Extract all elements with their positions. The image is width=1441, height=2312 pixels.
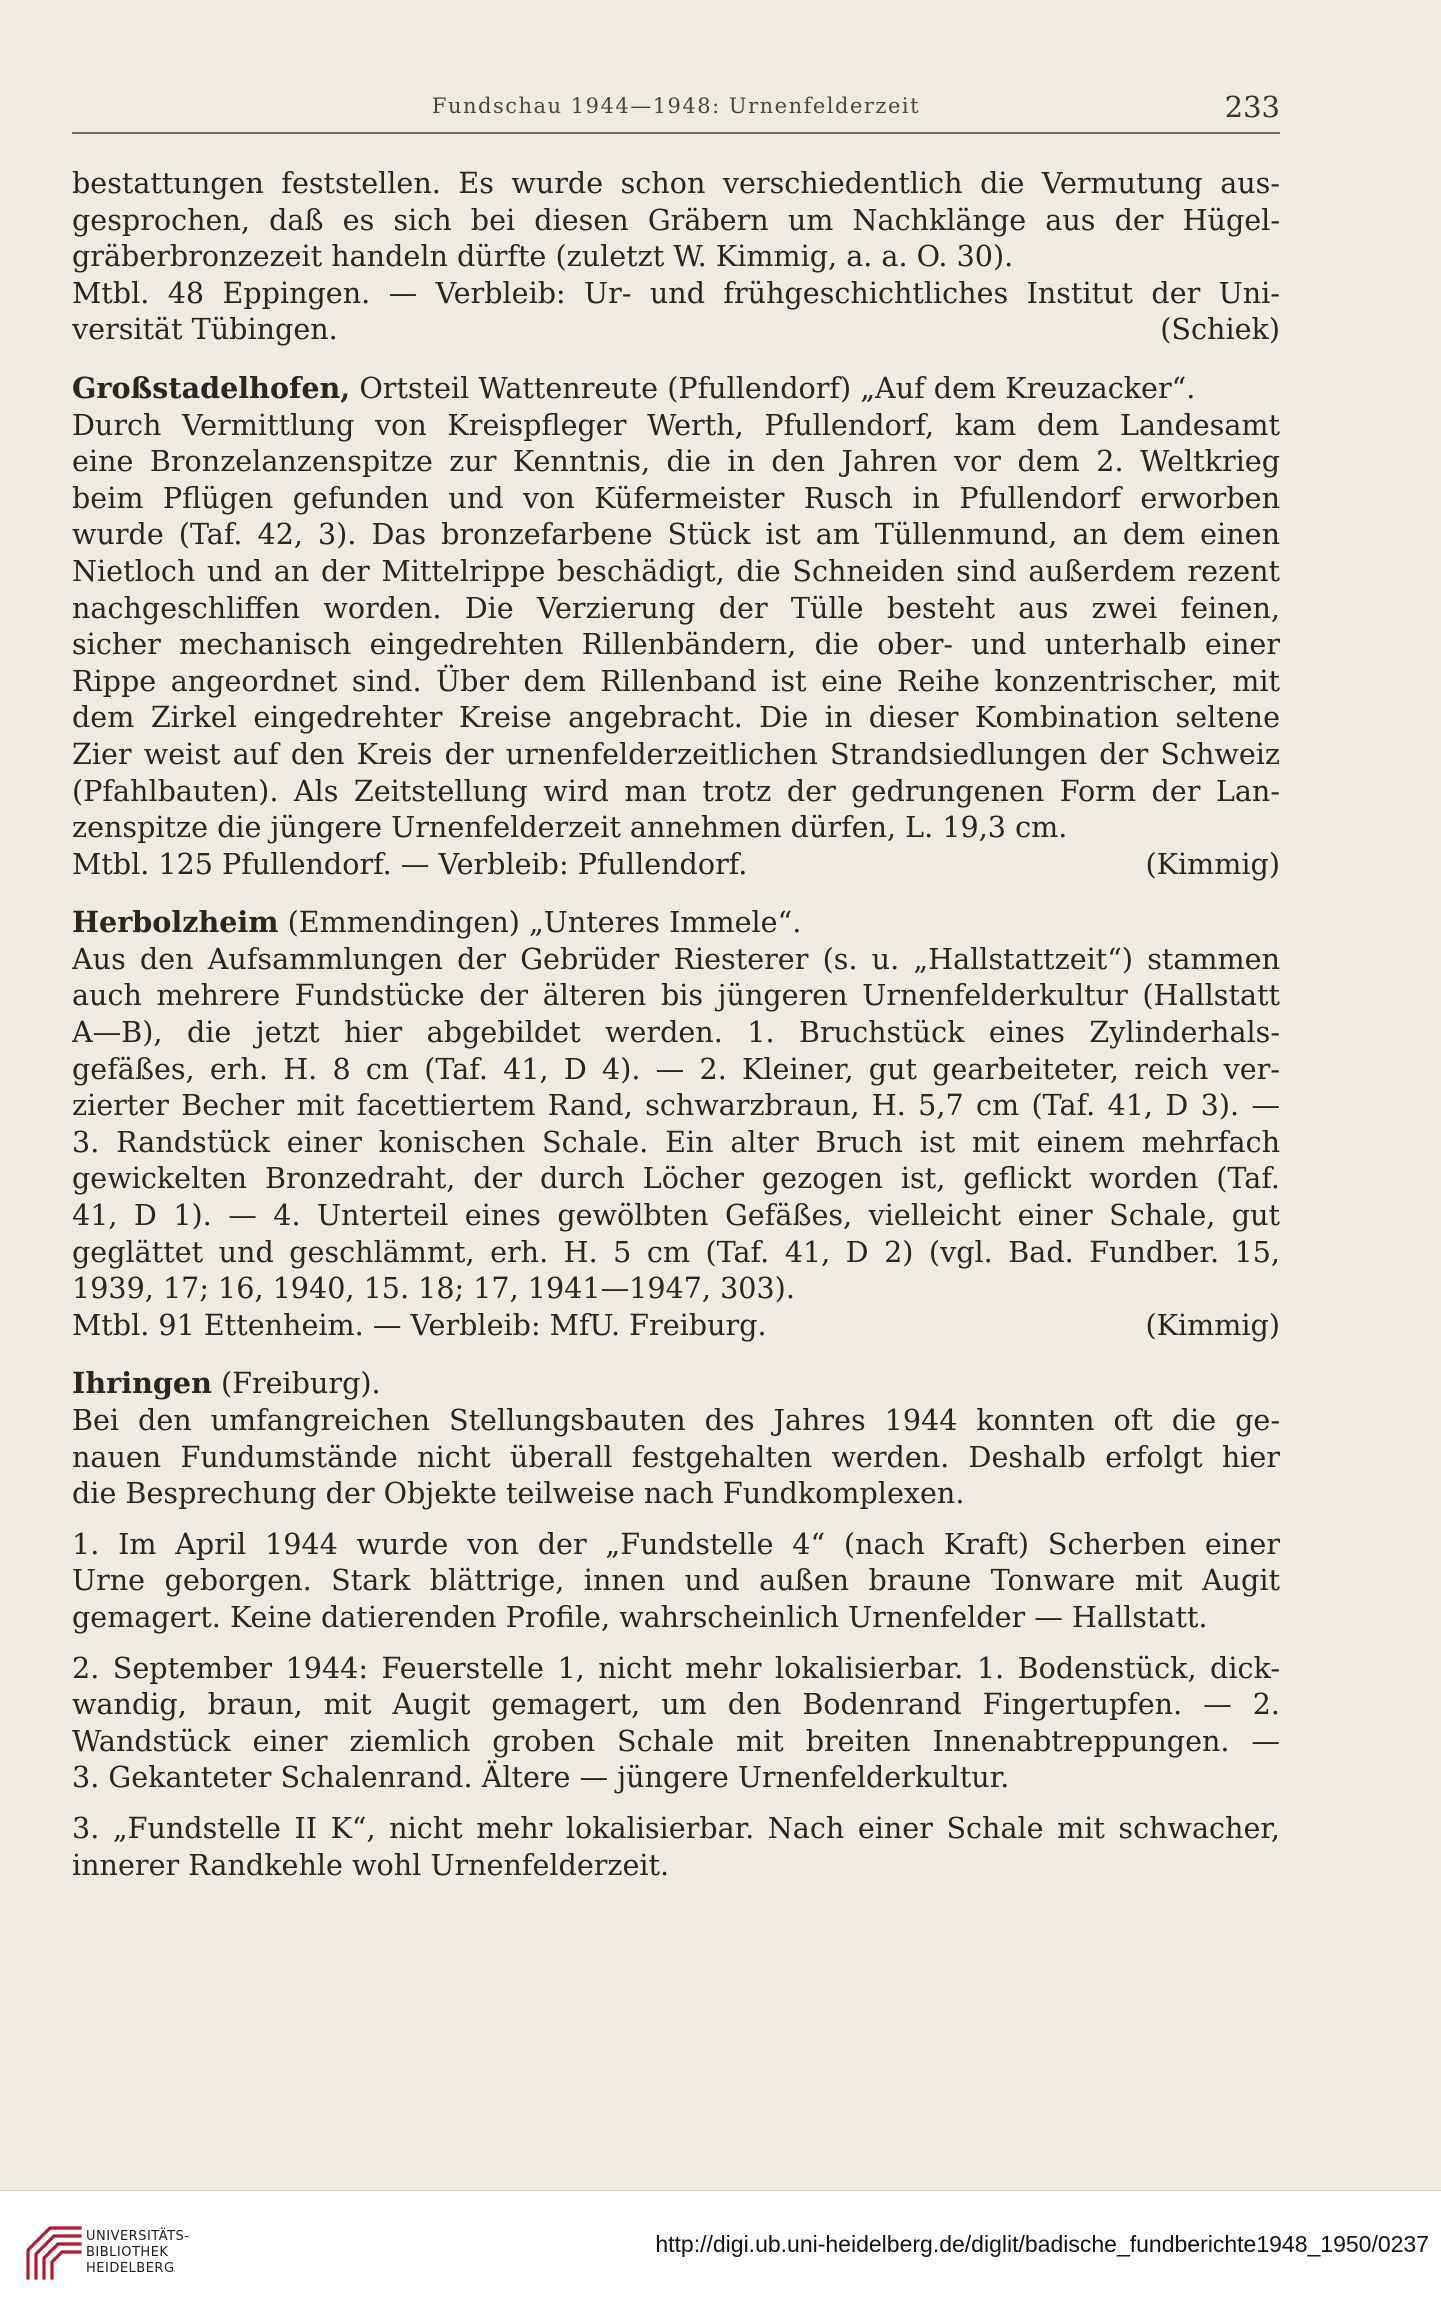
author-credit: (Schiek) <box>1160 312 1280 347</box>
line-text: Ortsteil Wattenreute (Pfullendorf) „Auf dem Kreuzacker“. <box>350 370 1196 405</box>
text-line <box>72 1475 1280 1512</box>
text-line <box>72 238 1280 275</box>
line-text: nauen Fundumstände nicht überall festgehalten werden. Deshalb erfolgt hier <box>72 1439 1280 1474</box>
text-line <box>72 1759 1280 1796</box>
line-text: sicher mechanisch eingedrehten Rillenbändern, die ober- und unterhalb einer <box>72 627 1280 662</box>
text-line <box>72 1810 1280 1847</box>
ub-heidelberg-logo-icon <box>20 2216 86 2286</box>
paragraph-spacer <box>72 1796 1280 1810</box>
text-line <box>72 1599 1280 1636</box>
line-text: 1. Im April 1944 wurde von der „Fundstelle 4“ (nach Kraft) Scherben einer <box>72 1526 1280 1561</box>
site-heading-line <box>72 370 1280 407</box>
line-text: gewickelten Bronzedraht, der durch Löcher gezogen ist, geflickt worden (Taf. <box>72 1161 1280 1196</box>
text-line <box>72 1439 1280 1476</box>
line-text: zierter Becher mit facettiertem Rand, schwarzbraun, H. 5,7 cm (Taf. 41, D 3). — <box>72 1088 1280 1123</box>
author-credit: (Kimmig) <box>1145 1307 1280 1342</box>
text-line <box>72 1402 1280 1439</box>
text-line <box>72 1270 1280 1307</box>
line-text: (Pfahlbauten). Als Zeitstellung wird man trotz der gedrungenen Form der Lan- <box>72 773 1280 808</box>
line-text: innerer Randkehle wohl Urnenfelderzeit. <box>72 1847 670 1882</box>
line-text: wurde (Taf. 42, 3). Das bronzefarbene Stück ist am Tüllenmund, an dem einen <box>72 517 1280 552</box>
line-text: Bei den umfangreichen Stellungsbauten des Jahres 1944 konnten oft die ge- <box>72 1403 1280 1437</box>
line-text: bestattungen feststellen. Es wurde schon verschiedentlich die Vermutung aus- <box>72 166 1280 200</box>
text-line <box>72 1160 1280 1197</box>
text-line <box>72 626 1280 663</box>
site-name: Herbolzheim <box>72 905 279 940</box>
site-heading-line <box>72 904 1280 941</box>
line-text: geglättet und geschlämmt, erh. H. 5 cm (Taf. 41, D 2) (vgl. Bad. Fundber. 15, <box>72 1234 1280 1269</box>
line-text: zenspitze die jüngere Urnenfelderzeit annehmen dürfen, L. 19,3 cm. <box>72 810 1068 845</box>
line-text: Rippe angeordnet sind. Über dem Rillenband ist eine Reihe konzentrischer, mit <box>72 663 1280 698</box>
line-text: auch mehrere Fundstücke der älteren bis jüngeren Urnenfelderkultur (Hallstatt <box>72 978 1280 1013</box>
text-line <box>72 809 1280 846</box>
digitization-footer <box>0 2190 1441 2312</box>
line-text: nachgeschliffen worden. Die Verzierung der Tülle besteht aus zwei feinen, <box>72 590 1280 625</box>
text-line <box>72 1234 1280 1271</box>
text-line <box>72 1847 1280 1884</box>
text-line <box>72 977 1280 1014</box>
line-text: (Emmendingen) „Unteres Immele“. <box>278 905 802 940</box>
line-text: Zier weist auf den Kreis der urnenfelderzeitlichen Strandsiedlungen der Schweiz <box>72 736 1280 771</box>
citation-line <box>72 1307 1280 1344</box>
text-line <box>72 1562 1280 1599</box>
site-heading-line <box>72 1365 1280 1402</box>
text-line <box>72 1051 1280 1088</box>
text-line <box>72 1087 1280 1124</box>
body-text <box>72 165 1280 1883</box>
line-text: 3. Gekanteter Schalenrand. Ältere — jüngere Urnenfelderkultur. <box>72 1760 1010 1795</box>
line-text: 3. „Fundstelle II K“, nicht mehr lokalisierbar. Nach einer Schale mit schwacher, <box>72 1810 1280 1845</box>
citation-text: Mtbl. 125 Pfullendorf. — Verbleib: Pfullendorf. <box>72 846 748 881</box>
text-line <box>72 1686 1280 1723</box>
source-url-link[interactable]: http://digi.ub.uni-heidelberg.de/diglit/badische_fundberichte1948_1950/0237 <box>655 2231 1429 2257</box>
line-text: eine Bronzelanzenspitze zur Kenntnis, die in den Jahren vor dem 2. Weltkrieg <box>72 444 1280 479</box>
line-text: Aus den Aufsammlungen der Gebrüder Riesterer (s. u. „Hallstattzeit“) stammen <box>72 941 1280 976</box>
text-line <box>72 1723 1280 1760</box>
text-line <box>72 663 1280 700</box>
line-text: 41, D 1). — 4. Unterteil eines gewölbten Gefäßes, vielleicht einer Schale, gut <box>72 1198 1280 1233</box>
text-line <box>72 941 1280 978</box>
text-line <box>72 443 1280 480</box>
citation-text: Mtbl. 91 Ettenheim. — Verbleib: MfU. Freiburg. <box>72 1307 767 1342</box>
author-credit: (Kimmig) <box>1145 846 1280 881</box>
paragraph-spacer <box>72 882 1280 904</box>
text-line <box>72 1650 1280 1687</box>
text-line <box>72 165 1280 202</box>
text-line <box>72 699 1280 736</box>
citation-line <box>72 311 1280 348</box>
library-line: BIBLIOTHEK <box>86 2245 169 2260</box>
text-line <box>72 1197 1280 1234</box>
line-text: 1939, 17; 16, 1940, 15. 18; 17, 1941—1947, 303). <box>72 1271 795 1306</box>
page-header <box>72 90 1280 134</box>
paragraph-spacer <box>72 1343 1280 1365</box>
text-line <box>72 202 1280 239</box>
line-text: die Besprechung der Objekte teilweise nach Fundkomplexen. <box>72 1476 965 1511</box>
text-line <box>72 590 1280 627</box>
line-text: gemagert. Keine datierenden Profile, wahrscheinlich Urnenfelder — Hallstatt. <box>72 1599 1208 1634</box>
paragraph-spacer <box>72 1636 1280 1650</box>
line-text: dem Zirkel eingedrehter Kreise angebracht. Die in dieser Kombination seltene <box>72 700 1280 735</box>
line-text: Urne geborgen. Stark blättrige, innen und außen braune Tonware mit Augit <box>72 1563 1280 1598</box>
citation-line <box>72 846 1280 883</box>
line-text: Durch Vermittlung von Kreispfleger Werth, Pfullendorf, kam dem Landesamt <box>72 407 1280 442</box>
text-line <box>72 1124 1280 1161</box>
text-line <box>72 480 1280 517</box>
line-text: Wandstück einer ziemlich groben Schale mit breiten Innenabtreppungen. — <box>72 1723 1280 1758</box>
line-text: gräberbronzezeit handeln dürfte (zuletzt W. Kimmig, a. a. O. 30). <box>72 239 1014 274</box>
library-line: UNIVERSITÄTS- <box>86 2229 190 2244</box>
library-line: HEIDELBERG <box>86 2261 175 2276</box>
line-text: 2. September 1944: Feuerstelle 1, nicht mehr lokalisierbar. 1. Bodenstück, dick- <box>72 1650 1280 1685</box>
line-text: Mtbl. 48 Eppingen. — Verbleib: Ur- und frühgeschichtliches Institut der Uni- <box>72 275 1280 310</box>
library-name <box>86 2229 190 2277</box>
citation-text: versität Tübingen. <box>72 312 338 347</box>
line-text: gefäßes, erh. H. 8 cm (Taf. 41, D 4). — 2. Kleiner, gut gearbeiteter, reich ver- <box>72 1051 1280 1086</box>
text-line <box>72 275 1280 312</box>
line-text: 3. Randstück einer konischen Schale. Ein alter Bruch ist mit einem mehrfach <box>72 1124 1280 1159</box>
text-line <box>72 553 1280 590</box>
text-line <box>72 773 1280 810</box>
line-text: beim Pflügen gefunden und von Küfermeister Rusch in Pfullendorf erworben <box>72 480 1280 515</box>
line-text: gesprochen, daß es sich bei diesen Gräbern um Nachklänge aus der Hügel- <box>72 202 1280 237</box>
text-line <box>72 407 1280 444</box>
paragraph-spacer <box>72 1512 1280 1526</box>
line-text: Nietloch und an der Mittelrippe beschädigt, die Schneiden sind außerdem rezent <box>72 553 1280 588</box>
paragraph-spacer <box>72 348 1280 370</box>
site-name: Ihringen <box>72 1366 212 1401</box>
text-line <box>72 1526 1280 1563</box>
running-title: Fundschau 1944—1948: Urnenfelderzeit <box>431 94 921 118</box>
text-line <box>72 736 1280 773</box>
text-line <box>72 516 1280 553</box>
line-text: A—B), die jetzt hier abgebildet werden. 1. Bruchstück eines Zylinderhals- <box>72 1015 1280 1050</box>
text-line <box>72 1014 1280 1051</box>
line-text: (Freiburg). <box>211 1366 381 1401</box>
page-number: 233 <box>1224 90 1280 124</box>
line-text: wandig, braun, mit Augit gemagert, um den Bodenrand Fingertupfen. — 2. <box>72 1687 1280 1722</box>
site-name: Großstadelhofen, <box>72 370 351 405</box>
